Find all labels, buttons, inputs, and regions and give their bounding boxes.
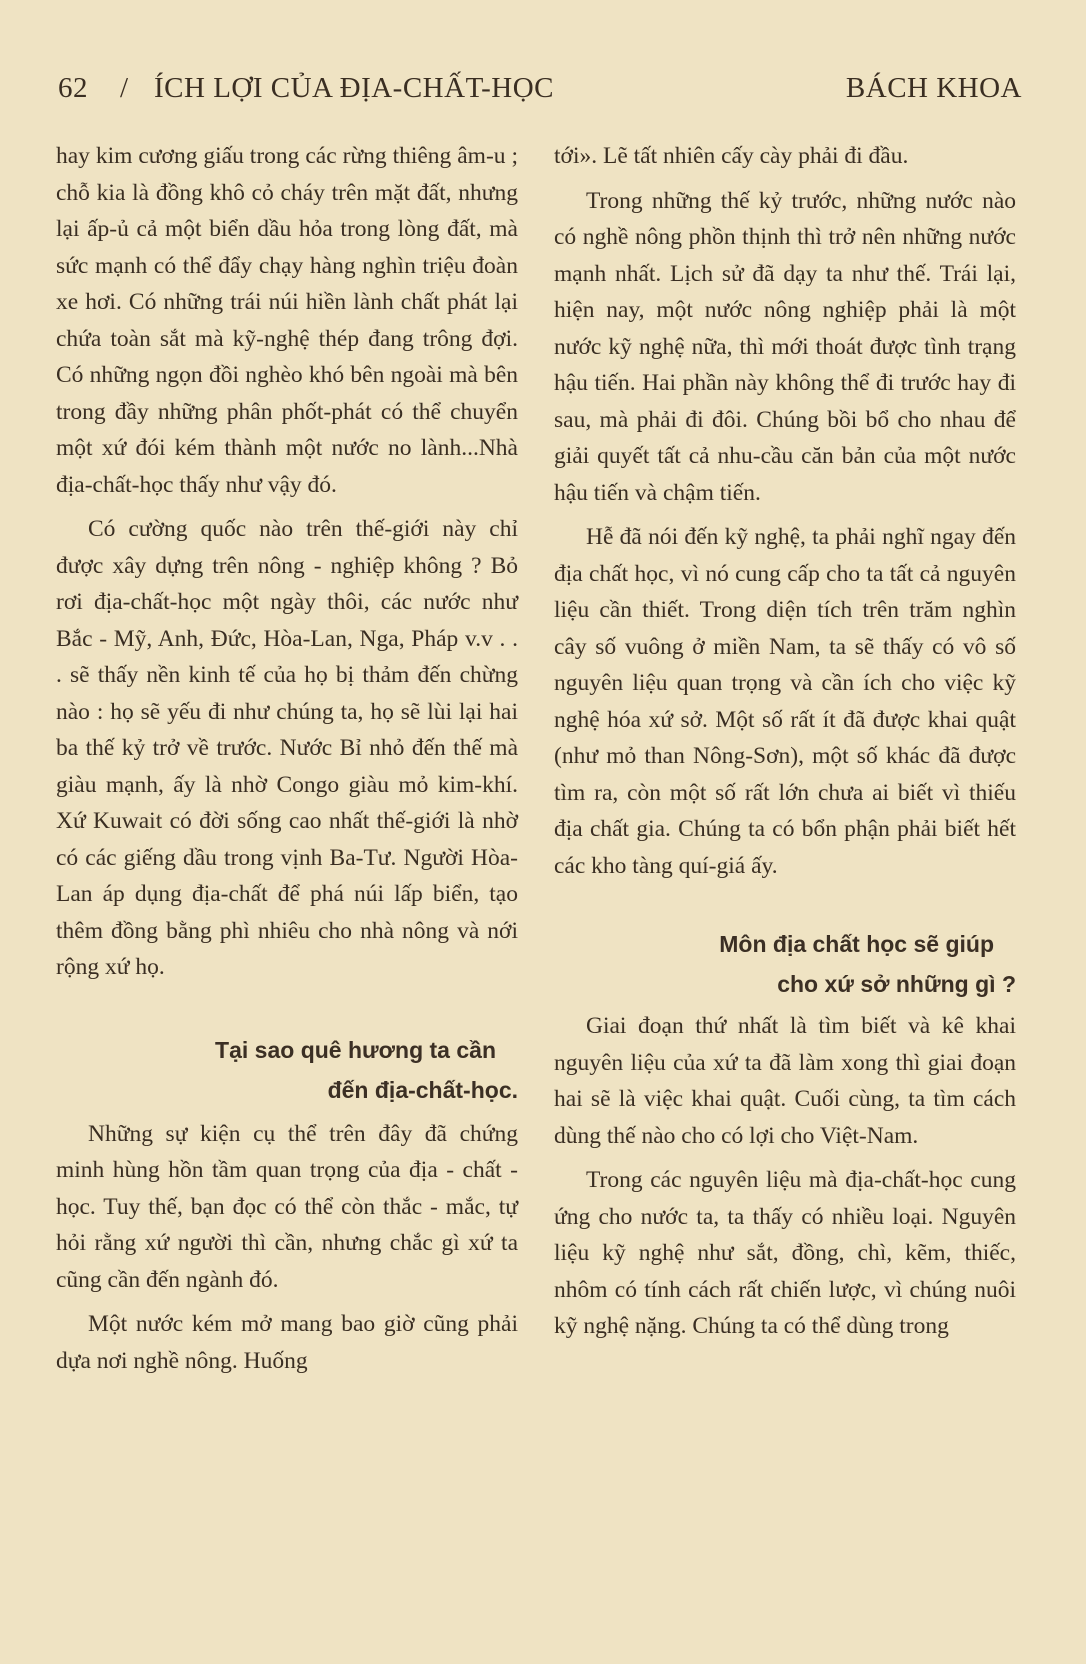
right-column: [554, 138, 1016, 1345]
running-title: ÍCH LỢI CỦA ĐỊA-CHẤT-HỌC: [154, 72, 555, 104]
page-header: [58, 66, 1022, 110]
section-heading-line: đến địa-chất-học.: [327, 1076, 518, 1103]
paragraph: Giai đoạn thứ nhất là tìm biết và kê khai nguyên liệu của xứ ta đã làm xong thì giai đoạn hai sẽ là việc khai quật. Cuối cùng, ta tìm cách dùng thế nào cho có lợi cho Việt-Nam.: [554, 1013, 1016, 1149]
journal-name: BÁCH KHOA: [845, 72, 1022, 104]
left-column: [56, 138, 518, 1379]
paragraph: Trong các nguyên liệu mà địa-chất-học cung ứng cho nước ta, ta thấy có nhiều loại. Nguyên liệu kỹ nghệ như sắt, đồng, chì, kẽm, thiếc, nhôm có tính cách rất chiến lược, vì chúng nuôi kỹ nghệ nặng. Chúng ta có thể dùng trong: [554, 1167, 1016, 1339]
paragraph: Có cường quốc nào trên thế-giới này chỉ được xây dựng trên nông - nghiệp không ? Bỏ rơi địa-chất-học một ngày thôi, các nước như Bắc - Mỹ, Anh, Đức, Hòa-Lan, Nga, Pháp v.v . . . sẽ thấy nền kinh tế của họ bị thảm đến chừng nào : họ sẽ yếu đi như chúng ta, họ sẽ lùi lại hai ba thế kỷ trở về trước. Nước Bỉ nhỏ đến thế mà giàu mạnh, ấy là nhờ Congo giàu mỏ kim-khí. Xứ Kuwait có đời sống cao nhất thế-giới là nhờ có các giếng dầu trong vịnh Ba-Tư. Người Hòa-Lan áp dụng địa-chất để phá núi lấp biển, tạo thêm đồng bằng phì nhiêu cho nhà nông và nới rộng xứ họ.: [56, 516, 518, 980]
paragraph: Trong những thế kỷ trước, những nước nào có nghề nông phồn thịnh thì trở nên những nước mạnh nhất. Lịch sử đã dạy ta như thế. Trái lại, hiện nay, một nước nông nghiệp phải là một nước kỹ nghệ nữa, thì mới thoát được tình trạng hậu tiến. Hai phần này không thể đi trước hay đi sau, mà phải đi đôi. Chúng bồi bổ cho nhau để giải quyết tất cả nhu-cầu căn bản của một nước hậu tiến và chậm tiến.: [554, 187, 1016, 506]
section-heading: [554, 924, 1016, 1004]
page-number: 62: [58, 72, 88, 104]
header-separator: /: [120, 72, 129, 104]
paragraph: Hễ đã nói đến kỹ nghệ, ta phải nghĩ ngay đến địa chất học, vì nó cung cấp cho ta tất cả nguyên liệu cần thiết. Trong diện tích trên trăm nghìn cây số vuông ở miền Nam, ta sẽ thấy có vô số nguyên liệu quan trọng và cần ích cho việc kỹ nghệ hóa xứ sở. Một số rất ít đã được khai quật (như mỏ than Nông-Sơn), một số khác đã được tìm ra, còn một số rất lớn chưa ai biết vì thiếu địa chất gia. Chúng ta có bổn phận phải biết hết các kho tàng quí-giá ấy.: [554, 524, 1016, 879]
paragraph: hay kim cương giấu trong các rừng thiêng âm-u ; chỗ kia là đồng khô cỏ cháy trên mặt đất, nhưng lại ấp-ủ cả một biển dầu hỏa trong lòng đất, mà sức mạnh có thể đẩy chạy hàng nghìn triệu đoàn xe hơi. Có những trái núi hiền lành chất phát lại chứa toàn sắt mà kỹ-nghệ thép đang trông đợi. Có những ngọn đồi nghèo khó bên ngoài mà bên trong đầy những phân phốt-phát có thể chuyển một xứ đói kém thành một nước no lành...Nhà địa-chất-học thấy như vậy đó.: [56, 143, 518, 498]
paragraph: Một nước kém mở mang bao giờ cũng phải dựa nơi nghề nông. Huống: [56, 1311, 518, 1374]
section-heading-line: cho xứ sở những gì ?: [777, 971, 1016, 997]
paragraph: Những sự kiện cụ thể trên đây đã chứng minh hùng hồn tầm quan trọng của địa - chất - học. Tuy thế, bạn đọc có thể còn thắc - mắc, tự hỏi rằng xứ người thì cần, nhưng chắc gì xứ ta cũng cần đến ngành đó.: [56, 1120, 518, 1293]
section-heading-line: Môn địa chất học sẽ giúp: [719, 931, 994, 957]
paragraph: tới». Lẽ tất nhiên cấy cày phải đi đầu.: [554, 143, 909, 169]
section-heading-line: Tại sao quê hương ta cần: [215, 1036, 496, 1063]
section-heading: [56, 1030, 518, 1110]
